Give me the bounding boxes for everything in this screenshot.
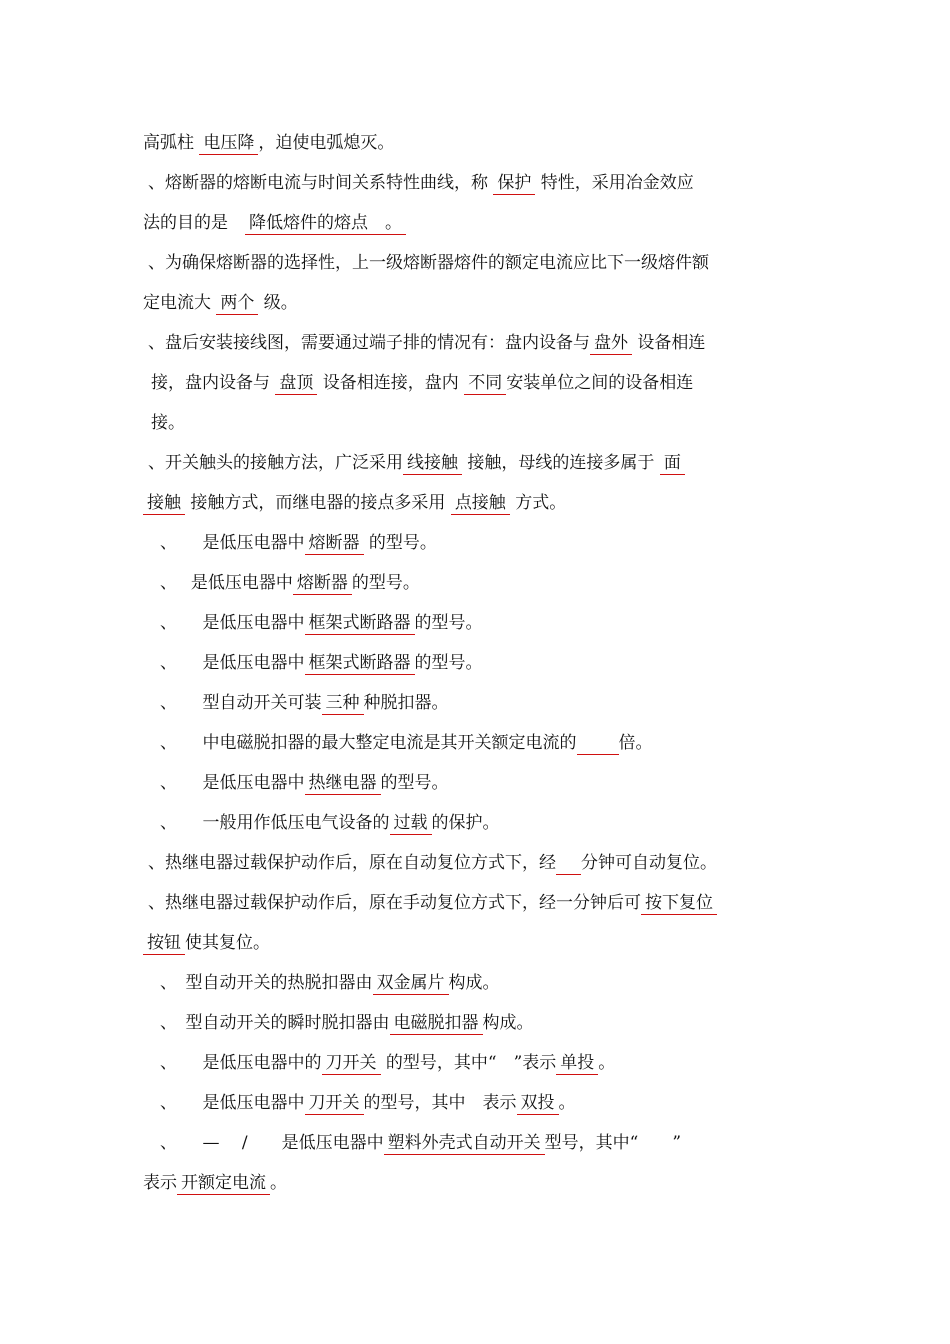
- answer-blank: 按钮: [143, 933, 185, 955]
- line-text: 方式。: [509, 493, 567, 513]
- line-text: 接触，母线的连接多属于: [462, 453, 660, 473]
- line-text: 的型号。: [351, 573, 420, 593]
- text-line: [143, 1171, 287, 1195]
- answer-blank: 点接触: [451, 493, 510, 515]
- text-line: [148, 451, 685, 475]
- text-line: [160, 611, 483, 635]
- answer-blank: [577, 733, 619, 755]
- line-text: 、熔断器的熔断电流与时间关系特性曲线，称: [148, 173, 494, 193]
- answer-blank: 开额定电流: [177, 1173, 270, 1195]
- line-text: 、 是低压电器中: [160, 773, 305, 793]
- line-text: 、 是低压电器中: [160, 533, 305, 553]
- answer-blank: 过载: [390, 813, 432, 835]
- line-text: 、 是低压电器中: [160, 653, 305, 673]
- line-text: 安装单位之间的设备相连: [506, 373, 694, 393]
- answer-blank: 电磁脱扣器: [390, 1013, 483, 1035]
- line-text: 接，盘内设备与: [151, 373, 276, 393]
- line-text: 的型号。: [380, 773, 449, 793]
- text-line: [148, 251, 709, 275]
- answer-blank: 框架式断路器: [305, 613, 415, 635]
- line-text: ，迫使电弧熄灭。: [258, 133, 395, 153]
- answer-blank: 热继电器: [305, 773, 381, 795]
- line-text: 的型号，其中“ ”表示: [380, 1053, 557, 1073]
- answer-blank: 电压降: [199, 133, 258, 155]
- line-text: 特性，采用冶金效应: [535, 173, 694, 193]
- answer-blank: 刀开关: [305, 1093, 364, 1115]
- text-line: [143, 211, 406, 235]
- line-text: 级。: [258, 293, 298, 313]
- line-text: 分钟可自动复位。: [581, 853, 717, 873]
- answer-blank: 两个: [216, 293, 258, 315]
- text-line: [160, 731, 653, 755]
- answer-blank: 盘外: [590, 333, 632, 355]
- text-line: [148, 851, 717, 875]
- answer-blank: 面: [660, 453, 685, 475]
- line-text: 构成。: [448, 973, 500, 993]
- answer-blank: 盘顶: [275, 373, 317, 395]
- text-line: [148, 891, 717, 915]
- line-text: 设备相连接，盘内: [317, 373, 465, 393]
- text-line: [160, 691, 449, 715]
- line-text: 倍。: [618, 733, 653, 753]
- text-line: [160, 971, 500, 995]
- line-text: 构成。: [482, 1013, 534, 1033]
- line-text: 的型号。: [414, 613, 483, 633]
- text-line: [160, 651, 483, 675]
- answer-blank: 保护: [493, 173, 535, 195]
- line-text: 、热继电器过载保护动作后，原在手动复位方式下，经一分钟后可: [148, 893, 641, 913]
- line-text: 型号，其中“ ”: [544, 1133, 682, 1153]
- answer-blank: [556, 853, 581, 875]
- line-text: 、 型自动开关的热脱扣器由: [160, 973, 373, 993]
- line-text: 的型号。: [414, 653, 483, 673]
- line-text: 接触方式，而继电器的接点多采用: [185, 493, 451, 513]
- line-text: 、开关触头的接触方法，广泛采用: [148, 453, 403, 473]
- answer-blank: 降低熔件的熔点 。: [245, 213, 406, 235]
- line-text: 种脱扣器。: [363, 693, 449, 713]
- line-text: 、 型自动开关的瞬时脱扣器由: [160, 1013, 390, 1033]
- answer-blank: 不同: [464, 373, 506, 395]
- line-text: 表示: [143, 1173, 177, 1193]
- text-line: [160, 571, 420, 595]
- text-line: [160, 1091, 576, 1115]
- text-line: [148, 171, 694, 195]
- answer-blank: 刀开关: [322, 1053, 381, 1075]
- line-text: 的型号。: [363, 533, 437, 553]
- line-text: 、为确保熔断器的选择性，上一级熔断器熔件的额定电流应比下一级熔件额: [148, 253, 709, 273]
- text-line: [160, 811, 500, 835]
- line-text: 、 是低压电器中: [160, 573, 293, 593]
- line-text: 定电流大: [143, 293, 217, 313]
- text-line: [151, 411, 185, 435]
- text-line: [143, 131, 394, 155]
- line-text: 设备相连: [632, 333, 706, 353]
- line-text: 、 是低压电器中: [160, 613, 305, 633]
- line-text: 的保护。: [431, 813, 500, 833]
- line-text: 、 是低压电器中的: [160, 1053, 322, 1073]
- answer-blank: 双投: [517, 1093, 559, 1115]
- text-line: [160, 1131, 681, 1155]
- text-line: [143, 931, 270, 955]
- line-text: 、 — / 是低压电器中: [160, 1133, 384, 1153]
- answer-blank: 熔断器: [293, 573, 352, 595]
- text-line: [160, 1051, 615, 1075]
- line-text: 。: [270, 1173, 287, 1193]
- text-line: [160, 531, 437, 555]
- answer-blank: 熔断器: [305, 533, 364, 555]
- text-line: [148, 331, 705, 355]
- answer-blank: 按下复位: [641, 893, 717, 915]
- line-text: 法的目的是: [143, 213, 245, 233]
- line-text: 、 一般用作低压电气设备的: [160, 813, 390, 833]
- answer-blank: 单投: [556, 1053, 598, 1075]
- line-text: 、 中电磁脱扣器的最大整定电流是其开关额定电流的: [160, 733, 577, 753]
- line-text: 接。: [151, 413, 185, 433]
- line-text: 使其复位。: [185, 933, 270, 953]
- text-line: [143, 291, 298, 315]
- text-line: [160, 1011, 534, 1035]
- line-text: 、热继电器过载保护动作后，原在自动复位方式下，经: [148, 853, 556, 873]
- answer-blank: 塑料外壳式自动开关: [384, 1133, 545, 1155]
- line-text: 。: [558, 1093, 576, 1113]
- answer-blank: 线接触: [403, 453, 462, 475]
- line-text: 高弧柱: [143, 133, 200, 153]
- line-text: 、 是低压电器中: [160, 1093, 305, 1113]
- line-text: 的型号，其中 表示: [363, 1093, 517, 1113]
- text-line: [151, 371, 693, 395]
- line-text: 、盘后安装接线图，需要通过端子排的情况有：盘内设备与: [148, 333, 590, 353]
- text-line: [160, 771, 449, 795]
- answer-blank: 框架式断路器: [305, 653, 415, 675]
- answer-blank: 接触: [143, 493, 185, 515]
- answer-blank: 双金属片: [373, 973, 449, 995]
- line-text: 、 型自动开关可装: [160, 693, 322, 713]
- answer-blank: 三种: [322, 693, 364, 715]
- line-text: 。: [598, 1053, 616, 1073]
- text-line: [143, 491, 566, 515]
